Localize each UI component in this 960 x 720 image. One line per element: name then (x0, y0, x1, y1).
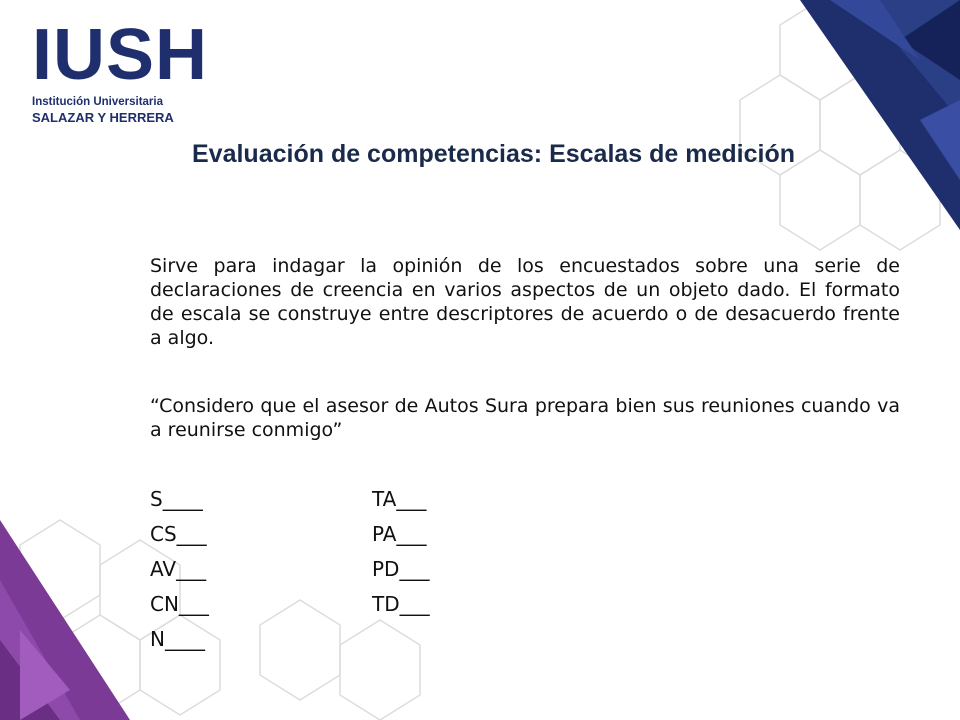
scale-option: S____ (150, 487, 203, 511)
navy-triangle-decoration (740, 0, 960, 230)
scale-option: PD___ (372, 557, 430, 581)
logo-institution-name: SALAZAR Y HERRERA (32, 110, 174, 125)
example-quote: “Considero que el asesor de Autos Sura prepara bien sus reuniones cuando va a reunirse conmigo” (150, 395, 900, 441)
logo-subtitle: Institución Universitaria (32, 96, 164, 108)
description-paragraph: Sirve para indagar la opinión de los encuestados sobre una serie de declaraciones de creencia en varios aspectos de un objeto dado. El formato de escala se construye entre descriptores de acuerdo o de desacuerdo frente a algo. (150, 255, 900, 349)
iush-logo (30, 14, 209, 125)
scale-option: PA___ (372, 522, 427, 546)
scale-option: CS___ (150, 522, 207, 546)
scale-option: CN___ (150, 592, 209, 616)
slide-title: Evaluación de competencias: Escalas de medición (192, 140, 796, 168)
scale-option: TD___ (372, 592, 430, 616)
scale-option: N____ (150, 627, 205, 651)
logo-mark: IUSH (32, 15, 209, 95)
scale-options-left (150, 482, 209, 657)
purple-triangle-decoration (0, 520, 130, 720)
scale-options-right (372, 482, 430, 622)
scale-option: AV___ (150, 557, 207, 581)
scale-option: TA___ (372, 487, 427, 511)
